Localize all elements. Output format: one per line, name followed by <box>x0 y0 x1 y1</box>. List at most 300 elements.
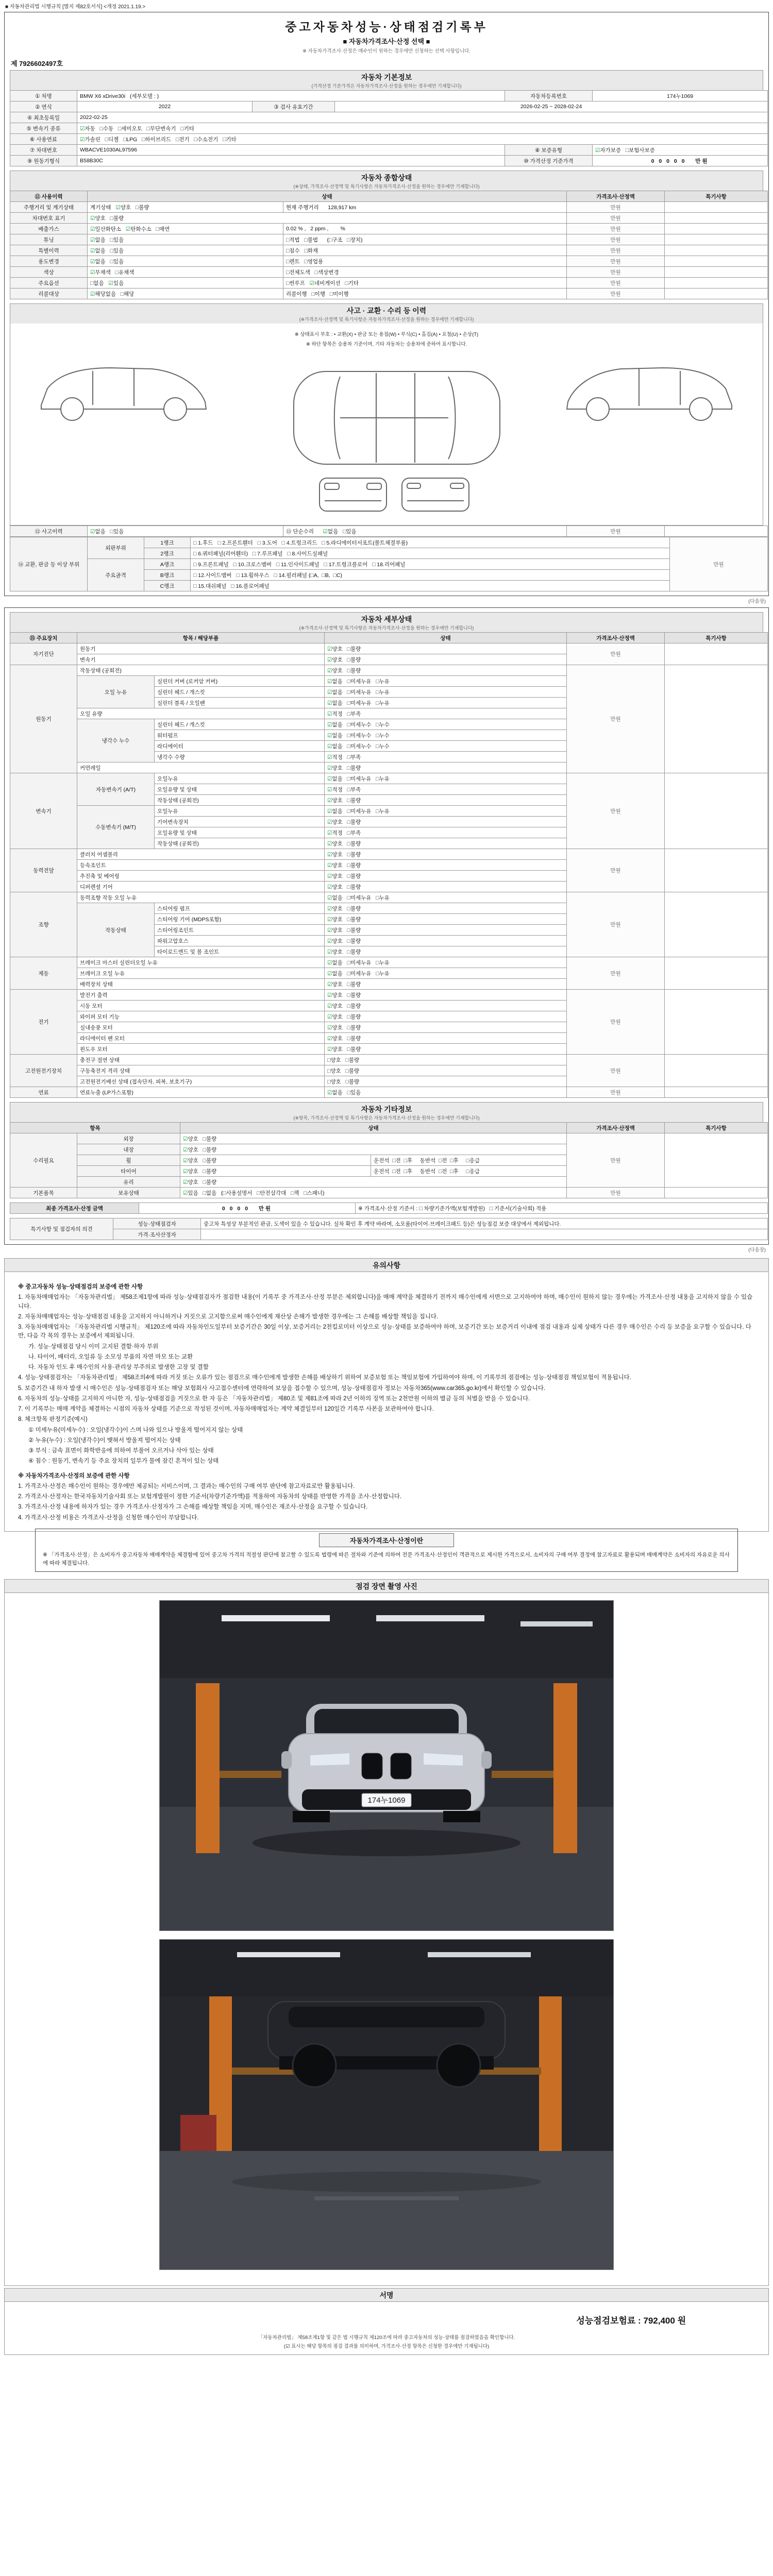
form-cell: 가격조사·산정액 <box>567 191 665 202</box>
form-cell: 만원 <box>567 643 665 665</box>
form-cell: ☑없음 □미세누유 □누유 <box>325 957 567 968</box>
notice-body <box>4 1272 769 1532</box>
form-cell: 만원 <box>567 957 665 990</box>
form-cell: ☑없음 □있음 <box>88 245 283 256</box>
document-subtitle: ■ 자동차가격조사·산정 선택 ■ <box>343 38 430 45</box>
notice-paragraph: 4. 가격조사·산정 비용은 가격조사·산정을 신청한 매수인이 부담합니다. <box>18 1514 199 1521</box>
form-cell: 추진축 및 베어링 <box>77 871 325 882</box>
form-cell: 만원 <box>567 245 665 256</box>
photos-title: 점검 장면 촬영 사진 <box>356 1582 417 1591</box>
form-cell: 리콜대상 <box>10 289 88 299</box>
form-cell <box>665 245 768 256</box>
car-outline-diagram <box>15 348 758 518</box>
form-cell: 오일 유량 <box>77 708 325 719</box>
form-cell: ⑨ 원동기형식 <box>10 156 77 166</box>
form-cell: 자동차등록번호 <box>505 91 593 101</box>
etc-note: (※항목, 가격조사·산정액 및 특기사항은 자동차가격조사·산정을 원하는 경우에만 기재합니다) <box>293 1115 480 1121</box>
form-cell: 등속조인트 <box>77 860 325 871</box>
notice-paragraph: 다. 자동차 인도 후 매수인의 사용·관리상 부주의로 발생한 고장 및 결함 <box>28 1364 209 1370</box>
document-number: 제 7926602497호 <box>11 60 63 67</box>
form-cell: ☑양호 □불량 <box>88 213 567 224</box>
form-cell: 수리필요 <box>10 1133 77 1188</box>
basic-info-title-bar <box>10 70 763 90</box>
form-cell: 자동변속기 (A/T) <box>77 773 155 806</box>
form-cell: ☑양호 □불량 <box>325 838 567 849</box>
first-reg-date: 2022-02-25 <box>77 112 768 123</box>
form-cell: 휠 <box>77 1155 180 1166</box>
sheet-page2 <box>4 607 769 1245</box>
form-cell <box>665 1087 768 1098</box>
mileage: 현재 주행거리 128,917 km <box>283 202 567 213</box>
form-cell: ☑양호 □불량 <box>180 1166 371 1177</box>
form-cell <box>665 289 768 299</box>
notice-paragraph: 1. 자동차매매업자는 「자동차관리법」 제58조제1항에 따라 성능·상태점검자가 점검한 내용(이 기록부 중 가격조사·산정 부분은 제외합니다)을 매매 계약을 체결하기 전까지 매수인에게 서면으로 고지하여야 하며, 매수인이 원하지 않는 경우에는 가격조사·산정 내용을 고지하지 않을 수 있습니다. <box>18 1294 753 1310</box>
form-cell: ⑩ 가격산정 기준가격 <box>505 156 593 166</box>
form-cell: 차대번호 표기 <box>10 213 88 224</box>
form-cell: ☑무채색 □유채색 <box>88 267 283 278</box>
form-cell: 만원 <box>567 1055 665 1087</box>
form-cell: ☑없음 □있음 <box>88 256 283 267</box>
inspector-opinion: 중고차 특성상 부분적인 판금, 도색이 있을 수 있습니다. 실차 확인 후 계약 바라며, 소모품(타이어·브레이크패드 등)은 성능점검 보증 대상에서 제외됩니다. <box>201 1218 768 1229</box>
form-cell: ☑양호 □불량 <box>325 882 567 892</box>
car-diagram-panel <box>10 324 763 526</box>
detail-condition-table <box>10 632 768 1098</box>
form-cell: 리콜이행 □이행 □미이행 <box>283 289 567 299</box>
etc-info-table <box>10 1122 768 1198</box>
document-subnote: ※ 자동차가격조사·산정은 매수인이 원하는 경우에만 신청하는 선택 사항입니다. <box>303 48 470 54</box>
emission-values: 0.02 % , 2 ppm , % <box>283 224 567 234</box>
state-mark-legend2: ※ 하단 항목은 승용차 기준이며, 기타 자동차는 승용차에 준하여 표시합니다. <box>306 342 467 347</box>
form-cell: 색상 <box>10 267 88 278</box>
form-cell: 고전원전기장치 <box>10 1055 77 1087</box>
form-cell: 실린더 헤드 / 개스킷 <box>155 719 325 730</box>
form-cell <box>665 224 768 234</box>
form-cell: ☑자가보증 □보험사보증 <box>593 145 768 156</box>
form-cell: 배력장치 상태 <box>77 979 325 990</box>
model-year: 2022 <box>77 101 253 112</box>
price-definition-box <box>35 1529 738 1572</box>
form-cell: 유리 <box>77 1177 180 1188</box>
form-cell: ☑없음 □미세누수 □누수 <box>325 741 567 752</box>
form-cell <box>665 234 768 245</box>
form-cell: 오일누유 <box>155 806 325 817</box>
sign-title-bar <box>4 2288 769 2302</box>
overall-title-bar <box>10 171 763 191</box>
form-cell: ☑자동 □수동 □세미오토 □무단변속기 □기타 <box>77 123 768 134</box>
form-cell <box>665 267 768 278</box>
form-cell: 오일 누유 <box>77 676 155 708</box>
form-cell: 만원 <box>567 990 665 1055</box>
form-cell: ① 차명 <box>10 91 77 101</box>
form-cell <box>665 256 768 267</box>
form-cell: □썬루프 ☑네비게이션 □기타 <box>283 278 567 289</box>
form-cell: ☑없음 □미세누유 □누유 <box>325 773 567 784</box>
form-cell: 냉각수 수량 <box>155 752 325 762</box>
sheet-signature <box>4 2288 769 2355</box>
accident-history-table <box>10 526 768 537</box>
form-cell: ☑해당없음 □해당 <box>88 289 283 299</box>
form-cell: ☑없음 □미세누유 □누유 <box>325 687 567 698</box>
form-cell: 동력조향 작동 오일 누유 <box>77 892 325 903</box>
form-cell: 상태 <box>88 191 567 202</box>
form-cell: 만원 <box>567 267 665 278</box>
photo-front-view <box>159 1600 614 1931</box>
form-cell: ☑양호 □불량 <box>325 849 567 860</box>
form-cell: 스티어링조인트 <box>155 925 325 936</box>
vehicle-name: BMW X6 xDrive30i (세부모델 : ) <box>77 91 505 101</box>
form-cell: 연료 <box>10 1087 77 1098</box>
form-cell: ☑없음 □미세누유 □누유 <box>325 968 567 979</box>
notice-paragraph: 3. 자동차매매업자는 「자동차관리법 시행규칙」 제120조에 따라 자동차인도일부터 보증기간은 30일 이상, 보증거리는 2천킬로미터 이상으로 성능·상태를 보증하여야 하며, 보증기간 또는 보증거리 이내에 점검 내용과 실제 상태가 다른 경우 매수인은 수리 등 보증을 요구할 수 있습니다. 다만, 다음 각 목의 경우는 보증에서 제외됩니다. <box>18 1324 751 1340</box>
form-cell: ④ 최초등록일 <box>10 112 77 123</box>
notice-paragraph: ※ 자동차가격조사·산정의 보증에 관한 사항 <box>18 1472 130 1479</box>
next-page-mark: (다음장) <box>748 599 766 604</box>
document-title: 중고자동차성능·상태점검기록부 <box>285 20 488 33</box>
form-cell: 특기사항 <box>665 633 768 643</box>
form-cell: □ 1.후드 □ 2.프론트휀더 □ 3.도어 □ 4.트렁크리드 □ 5.라디에이터서포트(볼트체결부품) <box>191 537 670 548</box>
form-cell: 만원 <box>567 256 665 267</box>
form-cell: 구동축전지 격리 상태 <box>77 1065 325 1076</box>
inspector-opinion-table <box>10 1218 768 1240</box>
form-cell: 운전석 □전 □후 동반석 □전 □후 □응급 <box>371 1155 567 1166</box>
form-cell: 만원 <box>567 213 665 224</box>
form-cell: 원동기 <box>10 665 77 773</box>
accident-note: (※가격조사·산정액 및 특기사항은 자동차가격조사·산정을 원하는 경우에만 기재합니다) <box>299 317 474 322</box>
form-cell <box>665 526 768 537</box>
next-page-mark: (다음장) <box>748 1247 766 1253</box>
form-cell: ☑없음 □미세누유 □누유 <box>325 676 567 687</box>
basic-info-table <box>10 90 768 166</box>
inspection-period: 2026-02-25 ~ 2028-02-24 <box>335 101 768 112</box>
form-cell: □양호 □불량 <box>325 1065 567 1076</box>
form-cell: 만원 <box>567 1188 665 1198</box>
notice-paragraph: 4. 성능·상태점검자는 「자동차관리법」 제58조의4에 따라 거짓 또는 오류가 있는 점검으로 매수인에게 발생한 손해를 배상하기 위하여 보증보험 또는 책임보험에 가입하여야 하며, 이 기록부의 점검에는 성능·상태점검 책임보험이 적용됩니다. <box>18 1375 631 1381</box>
form-cell: 변속기 <box>77 654 325 665</box>
form-cell: 브레이크 오일 누유 <box>77 968 325 979</box>
engine-type: B58B30C <box>77 156 505 166</box>
sign-panel <box>4 2302 769 2355</box>
form-cell: 연료누출 (LP가스포함) <box>77 1087 325 1098</box>
sign-title: 서명 <box>379 2291 394 2300</box>
form-cell: 튜닝 <box>10 234 88 245</box>
form-cell: ☑적정 □부족 <box>325 708 567 719</box>
form-cell <box>665 643 768 665</box>
form-cell: □없음 ☑있음 <box>88 278 283 289</box>
etc-title: 자동차 기타정보 <box>361 1105 412 1113</box>
form-cell: 가격조사·산정액 <box>567 1123 665 1133</box>
form-cell: 만원 <box>567 1133 665 1188</box>
overall-note: (※상태, 가격조사·산정액 및 특기사항은 자동차가격조사·산정을 원하는 경우에만 기재합니다) <box>293 184 480 189</box>
form-cell: ☑양호 □불량 <box>325 643 567 654</box>
form-cell: ☑없음 □있음 <box>325 1087 567 1098</box>
form-cell: 항목 <box>10 1123 180 1133</box>
form-cell: ☑양호 □불량 <box>325 946 567 957</box>
final-price-table <box>10 1202 768 1214</box>
form-cell: 원동기 <box>77 643 325 654</box>
form-cell: A랭크 <box>144 559 191 570</box>
photo-license-plate: 174누1069 <box>367 1796 406 1805</box>
form-cell: 동력전달 <box>10 849 77 892</box>
form-cell: C랭크 <box>144 581 191 591</box>
form-cell: ☑양호 □불량 <box>180 1177 567 1188</box>
form-cell: 용도변경 <box>10 256 88 267</box>
photos-panel <box>4 1593 769 2286</box>
form-cell: 변속기 <box>10 773 77 849</box>
form-cell: ② 연식 <box>10 101 77 112</box>
form-cell: □ 9.프론트패널 □ 10.크로스멤버 □ 11.인사이드패널 □ 17.트렁크플로어 □ 18.리어패널 <box>191 559 670 570</box>
form-cell: 만원 <box>567 278 665 289</box>
notice-paragraph: 5. 보증기간 내 하자 발생 시 매수인은 성능·상태점검자 또는 해당 보험회사 사고접수센터에 연락하여 보상을 접수할 수 있으며, 성능·상태점검자 정보는 자동차365(www.car365.go.kr)에서 확인할 수 있습니다. <box>18 1385 546 1392</box>
accident-title-bar <box>10 303 763 324</box>
form-cell: B랭크 <box>144 570 191 581</box>
plate-number: 174누1069 <box>593 91 768 101</box>
form-cell <box>665 849 768 892</box>
form-cell: 기어변속장치 <box>155 817 325 827</box>
form-cell: ③ 검사 유효기간 <box>253 101 335 112</box>
final-price: 0 0 0 0 만원 <box>139 1203 356 1214</box>
form-cell: ☑양호 □불량 <box>325 654 567 665</box>
form-cell: 디퍼렌셜 기어 <box>77 882 325 892</box>
form-cell: ☑일산화탄소 ☑탄화수소 □매연 <box>88 224 283 234</box>
form-cell: 자기진단 <box>10 643 77 665</box>
form-cell: ⑬ 단순수리 ☑없음 □있음 <box>283 526 567 537</box>
insurance-fee-line <box>15 2313 758 2326</box>
notice-paragraph: ② 누유(누수) : 오일(냉각수)이 맺혀서 방울져 떨어지는 상태 <box>28 1437 181 1444</box>
form-cell: 가격조사·산정액 <box>567 633 665 643</box>
form-cell: 가격·조사산정자 <box>113 1229 201 1240</box>
form-cell: 항목 / 해당부품 <box>77 633 325 643</box>
form-cell: ☑양호 □불량 <box>325 1001 567 1011</box>
form-cell: 배출가스 <box>10 224 88 234</box>
form-cell: 만원 <box>567 289 665 299</box>
form-cell: ☑양호 □불량 <box>180 1144 567 1155</box>
form-cell: 최종 가격조사·산정 금액 <box>10 1203 139 1214</box>
form-cell: 외장 <box>77 1133 180 1144</box>
form-cell: ☑없음 □미세누유 □누유 <box>325 806 567 817</box>
basic-info-title: 자동차 기본정보 <box>361 73 412 81</box>
panel-replacement-table <box>10 537 768 591</box>
form-cell <box>665 278 768 289</box>
form-cell: ☑없음 □미세누수 □누수 <box>325 730 567 741</box>
form-cell: □침수 □화재 <box>283 245 567 256</box>
form-cell: ⑪ 사용이력 <box>10 191 88 202</box>
state-mark-legend: ※ 상태표시 부호 : • 교환(X) • 판금 또는 용접(W) • 부식(C) • 흠집(A) • 요철(U) • 손상(T) <box>294 332 479 337</box>
detail-title-bar <box>10 612 763 632</box>
form-cell: ☑양호 □불량 <box>325 990 567 1001</box>
sheet-page1 <box>4 12 769 596</box>
form-cell: ※ 가격조사·산정 기준서 : □ 차량기준가액(보험개발원) □ 기준서(기술사회) 적용 <box>356 1203 768 1214</box>
form-cell: ☑양호 □불량 <box>325 1022 567 1033</box>
form-cell: □양호 □불량 <box>325 1076 567 1087</box>
form-cell: 스티어링 펌프 <box>155 903 325 914</box>
notice-paragraph: 나. 타이어, 배터리, 오일류 등 소모성 부품의 자연 마모 또는 교환 <box>28 1353 193 1360</box>
form-cell: 충전구 절연 상태 <box>77 1055 325 1065</box>
form-cell: 오일유량 및 상태 <box>155 827 325 838</box>
form-cell: 냉각수 누수 <box>77 719 155 762</box>
form-cell: 주요골격 <box>88 559 144 591</box>
form-cell: ☑없음 □있음 <box>88 526 283 537</box>
form-cell: 보유상태 <box>77 1188 180 1198</box>
form-cell: ⑭ 교환, 판금 등 이상 부위 <box>10 537 88 591</box>
overall-title: 자동차 종합상태 <box>361 174 412 182</box>
sheet-photos <box>4 1579 769 2286</box>
form-cell: ☑양호 □불량 <box>325 762 567 773</box>
form-cell: 제동 <box>10 957 77 990</box>
form-cell: 만원 <box>567 849 665 892</box>
form-cell: ⑫ 사고이력 <box>10 526 88 537</box>
form-cell: 만원 <box>670 537 768 591</box>
form-cell: ☑양호 □불량 <box>325 925 567 936</box>
form-cell: 주요옵션 <box>10 278 88 289</box>
notice-paragraph: 7. 이 기록부는 매매 계약을 체결하는 시점의 자동차 상태를 기준으로 작성된 것이며, 자동차매매업자는 계약 체결일부터 120일간 기록부 사본을 보관하여야 합니다. <box>18 1406 434 1412</box>
form-cell: ☑양호 □불량 <box>325 871 567 882</box>
sign-legal-line2: (☑ 표시는 해당 항목의 점검 결과를 의미하며, 가격조사·산정 항목은 신청한 경우에만 기재됩니다) <box>283 2344 490 2350</box>
form-cell: 와이퍼 모터 기능 <box>77 1011 325 1022</box>
form-cell: 만원 <box>567 773 665 849</box>
insurance-fee-value: 792,400 원 <box>643 2316 686 2326</box>
notice-paragraph: 1. 가격조사·산정은 매수인이 원하는 경우에만 제공되는 서비스이며, 그 결과는 매수인의 구매 여부 판단에 참고자료로만 활용됩니다. <box>18 1483 355 1489</box>
form-cell: 작동상태 (공회전) <box>155 795 325 806</box>
form-cell: 1랭크 <box>144 537 191 548</box>
form-cell: 워터펌프 <box>155 730 325 741</box>
form-cell <box>665 1188 768 1198</box>
notice-paragraph: ※ 중고자동차 성능·상태점검의 보증에 관한 사항 <box>18 1284 143 1290</box>
form-cell: ⑤ 변속기 종류 <box>10 123 77 134</box>
form-cell: 운전석 □전 □후 동반석 □전 □후 □응급 <box>371 1166 567 1177</box>
form-cell: 실린더 커버 (로커암 커버) <box>155 676 325 687</box>
form-cell: 만원 <box>567 892 665 957</box>
accident-title: 사고 · 교환 · 수리 등 이력 <box>346 307 427 315</box>
form-cell: ☑양호 □불량 <box>180 1133 567 1144</box>
form-cell: 만원 <box>567 224 665 234</box>
form-cell: ☑양호 □불량 <box>325 979 567 990</box>
form-cell <box>665 202 768 213</box>
form-cell: ⑧ 보증유형 <box>505 145 593 156</box>
form-cell: ☑양호 □불량 <box>325 1033 567 1044</box>
notice-paragraph: 가. 성능·상태점검 당시 이미 고지된 결함·하자 부위 <box>28 1343 159 1350</box>
price-definition-title: 자동차가격조사·산정이란 <box>319 1533 454 1547</box>
form-cell: ☑있음 □없음 (□사용설명서 □안전삼각대 □잭 □스패너) <box>180 1188 567 1198</box>
form-cell: ☑가솔린 □디젤 □LPG □하이브리드 □전기 □수소전기 □기타 <box>77 134 768 145</box>
form-cell: 외판부위 <box>88 537 144 559</box>
form-cell: ☑없음 □미세누유 □누유 <box>325 892 567 903</box>
form-cell: 상태 <box>180 1123 567 1133</box>
form-cell <box>201 1229 768 1240</box>
form-cell: ☑양호 □불량 <box>325 914 567 925</box>
form-cell <box>665 665 768 773</box>
form-cell: □ 15.대쉬패널 □ 16.플로어패널 <box>191 581 670 591</box>
form-cell: □전체도색 □색상변경 <box>283 267 567 278</box>
form-cell: ⑮ 주요장치 <box>10 633 77 643</box>
form-cell: 파워고압호스 <box>155 936 325 946</box>
overall-condition-table <box>10 191 768 299</box>
base-price: 0 0 0 0 0 만원 <box>593 156 768 166</box>
form-cell: 시동 모터 <box>77 1001 325 1011</box>
sign-legal-line1: 「자동차관리법」 제58조제1항 및 같은 법 시행규칙 제120조에 따라 중고자동차의 성능·상태를 점검하였음을 확인합니다. <box>258 2335 515 2341</box>
form-cell <box>665 990 768 1055</box>
form-cell: 타이로드엔드 및 볼 조인트 <box>155 946 325 957</box>
detail-title: 자동차 세부상태 <box>361 615 412 623</box>
form-cell: 실린더 헤드 / 개스킷 <box>155 687 325 698</box>
form-cell: 클러치 어셈블리 <box>77 849 325 860</box>
form-cell: ☑양호 □불량 <box>325 860 567 871</box>
form-cell: 내장 <box>77 1144 180 1155</box>
basic-info-note: (가격산정 기준가격은 자동차가격조사·산정을 원하는 경우에만 기재합니다) <box>311 83 462 89</box>
form-cell: ☑양호 □불량 <box>325 665 567 676</box>
form-cell: 전기 <box>10 990 77 1055</box>
photos-title-bar <box>4 1579 769 1593</box>
form-cell: 만원 <box>567 1087 665 1098</box>
form-cell: 특기사항 <box>665 1123 768 1133</box>
form-cell: 특기사항 및 점검자의 의견 <box>10 1218 113 1240</box>
form-cell <box>665 892 768 957</box>
form-cell: 주행거리 및 계기상태 <box>10 202 88 213</box>
insurance-fee-label: 성능점검보험료 : <box>576 2316 641 2326</box>
form-cell: ☑양호 □불량 <box>180 1155 371 1166</box>
form-cell: ☑없음 □있음 <box>88 234 283 245</box>
sheet-notice <box>4 1258 769 1572</box>
form-cell: □렌트 □영업용 <box>283 256 567 267</box>
form-cell: 작동상태 (공회전) <box>155 838 325 849</box>
form-cell: 만원 <box>567 202 665 213</box>
form-cell: 실내송풍 모터 <box>77 1022 325 1033</box>
form-cell: ☑없음 □미세누유 □누유 <box>325 698 567 708</box>
form-cell: 작동상태 (공회전) <box>77 665 325 676</box>
form-cell: 오일유량 및 상태 <box>155 784 325 795</box>
form-cell <box>665 1055 768 1087</box>
form-cell: 조향 <box>10 892 77 957</box>
form-cell: ☑양호 □불량 <box>325 795 567 806</box>
form-cell: 타이어 <box>77 1166 180 1177</box>
form-cell: 스티어링 기어 (MDPS포함) <box>155 914 325 925</box>
form-cell <box>665 213 768 224</box>
notice-title: 유의사항 <box>372 1261 401 1269</box>
form-cell: ☑양호 □불량 <box>325 903 567 914</box>
form-cell: 상태 <box>325 633 567 643</box>
form-cell: 특기사항 <box>665 191 768 202</box>
form-cell: 고전원전기배선 상태 (접속단자, 피복, 보호기구) <box>77 1076 325 1087</box>
form-cell: □ 12.사이드멤버 □ 13.휠하우스 □ 14.필러패널 (□A, □B, □C) <box>191 570 670 581</box>
form-cell: 수동변속기 (M/T) <box>77 806 155 849</box>
form-cell: 윈도우 모터 <box>77 1044 325 1055</box>
form-cell <box>665 957 768 990</box>
form-cell: 커먼레일 <box>77 762 325 773</box>
notice-paragraph: 3. 가격조사·산정 내용에 하자가 있는 경우 가격조사·산정자가 그 손해를 배상할 책임을 지며, 매수인은 재조사·산정을 요구할 수 있습니다. <box>18 1504 368 1511</box>
form-cell: 계기상태 ☑양호 □불량 <box>88 202 283 213</box>
form-cell: ⑦ 차대번호 <box>10 145 77 156</box>
form-cell: 브레이크 마스터 실린더오일 누유 <box>77 957 325 968</box>
form-cell: 만원 <box>567 665 665 773</box>
form-cell: 기본품목 <box>10 1188 77 1198</box>
form-cell: □ 6.쿼터패널(리어휀더) □ 7.루프패널 □ 8.사이드실패널 <box>191 548 670 559</box>
form-cell: ☑적정 □부족 <box>325 827 567 838</box>
form-cell: 라디에이터 <box>155 741 325 752</box>
form-cell: 만원 <box>567 526 665 537</box>
form-cell: 성능·상태점검자 <box>113 1218 201 1229</box>
form-cell: 오일누유 <box>155 773 325 784</box>
form-cell: ☑양호 □불량 <box>325 1044 567 1055</box>
etc-title-bar <box>10 1102 763 1122</box>
notice-paragraph: ④ 침수 : 원동기, 변속기 등 주요 장치의 일부가 물에 잠긴 흔적이 있는 상태 <box>28 1458 219 1465</box>
notice-paragraph: ③ 부식 : 금속 표면이 화학반응에 의하여 부풀어 오르거나 삭아 있는 상태 <box>28 1448 214 1454</box>
form-cell <box>665 1133 768 1188</box>
vin: WBACVE1030AL97596 <box>77 145 505 156</box>
form-cell: ☑양호 □불량 <box>325 936 567 946</box>
form-cell: 만원 <box>567 234 665 245</box>
notice-title-bar <box>4 1258 769 1272</box>
form-cell: ⑥ 사용연료 <box>10 134 77 145</box>
form-cell: ☑적정 □부족 <box>325 752 567 762</box>
